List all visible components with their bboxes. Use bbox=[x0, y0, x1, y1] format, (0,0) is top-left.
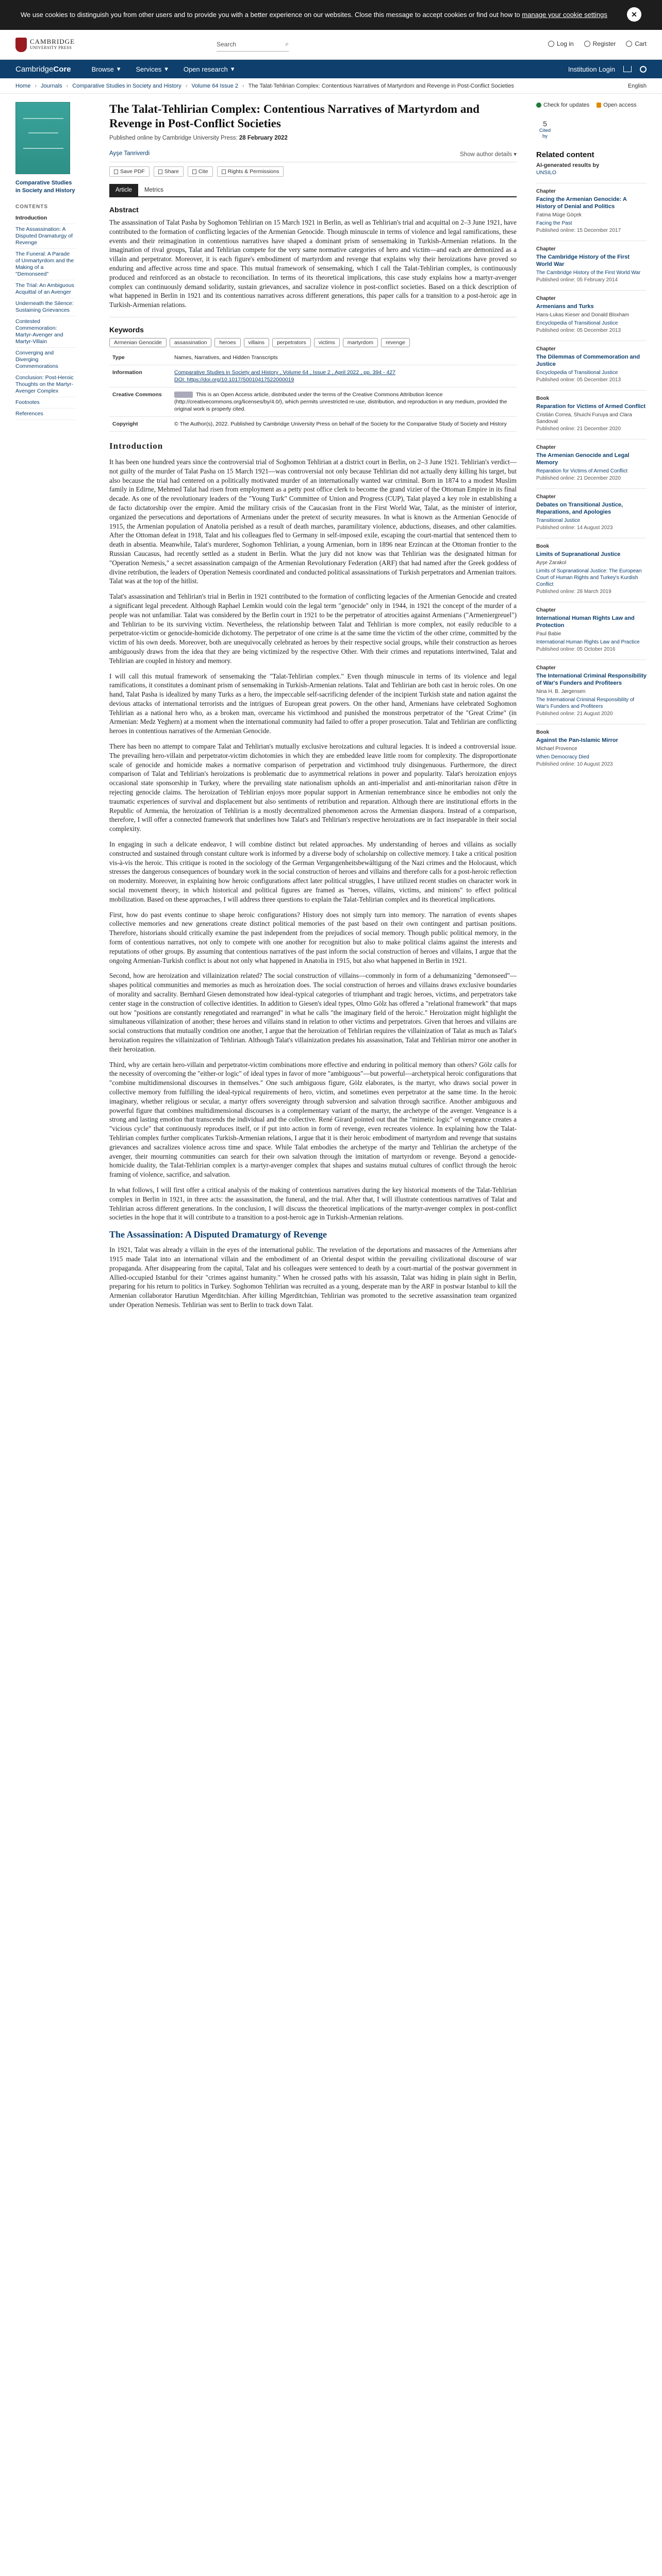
related-item bbox=[536, 538, 647, 595]
copyright-icon bbox=[222, 170, 226, 174]
toc-item[interactable]: References bbox=[15, 409, 75, 420]
abstract-heading: Abstract bbox=[109, 206, 139, 214]
related-item bbox=[536, 659, 647, 717]
author-link[interactable]: Ayşe Tanriverdi bbox=[109, 150, 150, 157]
chevron-down-icon: ▾ bbox=[230, 65, 235, 73]
article-info-table bbox=[109, 350, 517, 432]
left-sidebar bbox=[15, 102, 75, 420]
related-type: Chapter bbox=[536, 607, 556, 613]
keyword-tag[interactable]: villains bbox=[244, 338, 270, 347]
related-authors: Cristián Correa, Shuichi Furuya and Clara Sandoval bbox=[536, 412, 632, 425]
related-publication[interactable]: Reparation for Victims of Armed Conflict bbox=[536, 468, 628, 474]
related-title[interactable]: The International Criminal Responsibility of War's Funders and Profiteers bbox=[536, 673, 647, 686]
related-date: Published online: 10 August 2023 bbox=[536, 761, 613, 767]
related-item bbox=[536, 602, 647, 652]
table-row: Type Names, Narratives, and Hidden Transcripts bbox=[109, 350, 517, 365]
cite-button[interactable]: Cite bbox=[188, 166, 213, 177]
toc-item[interactable]: Contested Commemoration: Martyr-Avenger and Martyr-Villain bbox=[15, 316, 75, 348]
keyword-tag[interactable]: victims bbox=[314, 338, 340, 347]
related-publication[interactable]: International Human Rights Law and Practice bbox=[536, 639, 640, 645]
toc-item[interactable]: The Assassination: A Disputed Dramaturgy of Revenge bbox=[15, 224, 75, 249]
related-type: Book bbox=[536, 730, 549, 735]
register-icon bbox=[584, 41, 590, 47]
top-bar bbox=[0, 30, 662, 60]
pdf-icon bbox=[114, 170, 118, 174]
related-type: Chapter bbox=[536, 189, 556, 194]
toc-item[interactable]: Underneath the Silence: Sustaining Grievances bbox=[15, 298, 75, 316]
related-authors: Hans-Lukas Kieser and Donald Bloxham bbox=[536, 312, 630, 318]
related-publication[interactable]: Facing the Past bbox=[536, 221, 572, 226]
related-item bbox=[536, 341, 647, 383]
related-type: Chapter bbox=[536, 494, 556, 500]
cambridge-core-brand[interactable]: CambridgeCore bbox=[15, 64, 71, 74]
related-date: Published online: 14 August 2023 bbox=[536, 525, 613, 531]
journal-name[interactable]: Comparative Studies in Society and History bbox=[15, 180, 75, 194]
paragraph: I will call this mutual framework of sensemaking the "Talat-Tehlirian complex." Even though minuscule in terms of its violence and legal ramifications, it constitutes a dominant prism of sensemaking in Turkish-Armenian relations. Talat and Tehlirian are both cast in heroic roles. On one hand, Talat Pasha is idealized by many Turks as a hero, the impeccable self-sacrificing defender of the incipient Turkish state and nation against the devious attacks of international terrorists and the intrigues of European great powers. On the other hand, Armenians have celebrated Soghomon Tehlirian as a national hero who, as a broken man, overcame his victimhood and punished the monstrous perpetrator of the "Great Crime" (in Armenian: Medz Yeghern) at a moment when the international community had failed to offer a proper prosecution. Talat and Tehlirian are conflicting heroes in contentious narratives of the Armenian Genocide. bbox=[109, 672, 517, 735]
open-lock-icon bbox=[597, 103, 601, 108]
published-line: Published online by Cambridge University Press: 28 February 2022 bbox=[109, 135, 288, 141]
register-link[interactable]: Register bbox=[584, 40, 616, 47]
related-date: Published online: 05 February 2014 bbox=[536, 277, 618, 283]
breadcrumb-home[interactable]: Home bbox=[15, 82, 31, 89]
quote-icon bbox=[192, 170, 196, 174]
keyword-tag[interactable]: revenge bbox=[381, 338, 410, 347]
paragraph: Third, why are certain hero-villain and perpetrator-victim combinations more effective and enduring in political memory than others? Gölz calls for the necessity of overcoming the "either-or logic" of ideal types in favor of more "ambiguous"—but powerful—archetypical heroic configurations that "combine multidimensional discourses in themselves." One such ambiguous figure, Gölz elaborates, is the martyr, who draws social power in collective memory from fulfilling the ideal-typical requirements of hero, victim, and sometimes even perpetrator at the same time. In the heroic imaginary, whether religious or secular, a martyr offers sovereignty through subversion and salvation through sacrifice. Another ambiguous and powerful figure that combines multidimensional discourses is a complementary variant of the martyr, the archetype of the avenger. Vengeance is a strong and lasting emotion that transcends the individual and the collective. René Girard pointed out that the "mimetic logic" of vengeance creates a "vicious cycle" that continuously reproduces itself, or if put into action in form of revenge, even recreates violence. In explaining how the Talat-Tehlirian complex further complicates Turkish-Armenian relations, I argue that it is their heroic embodiment of martyrdom and revenge that sustains grievances and sacralizes violence across time and space. While Talat embodies the archetype of the martyr and Tehlirian the archetype of the avenger, their mourning communities can search for their own salvation through the imitation of martyrdom or revenge. Beyond a genocide-homicide duality, the Talat-Tehlirian complex is a martyr-avenger complex that shapes and sustains mutual cultures of conflict through the heroic framing of violence, sacrifice, and salvation. bbox=[109, 1060, 517, 1179]
related-title[interactable]: Facing the Armenian Genocide: A History of Denial and Politics bbox=[536, 196, 627, 210]
breadcrumb-journal[interactable]: Comparative Studies in Society and History bbox=[72, 82, 181, 89]
related-type: Book bbox=[536, 396, 549, 401]
cookie-settings-link[interactable]: manage your cookie settings bbox=[522, 11, 607, 19]
update-icon bbox=[536, 103, 541, 108]
cc-by-icon bbox=[174, 392, 193, 398]
related-title[interactable]: The Dilemmas of Commemoration and Justice bbox=[536, 354, 640, 367]
cart-icon bbox=[626, 41, 632, 47]
related-authors: Fatma Müge Göçek bbox=[536, 212, 582, 218]
journal-citation-link[interactable]: Comparative Studies in Society and History , Volume 64 , Issue 2 , April 2022 , pp. 394 - 427 bbox=[174, 369, 395, 376]
related-type: Chapter bbox=[536, 346, 556, 352]
search-icon: ⌕ bbox=[285, 40, 289, 47]
cookie-banner bbox=[0, 0, 662, 30]
keyword-tag[interactable]: Armenian Genocide bbox=[109, 338, 167, 347]
related-date: Published online: 21 August 2020 bbox=[536, 711, 613, 717]
institution-login[interactable]: Institution Login bbox=[568, 65, 615, 73]
related-type: Chapter bbox=[536, 296, 556, 301]
toc-item[interactable]: Introduction bbox=[15, 213, 75, 224]
breadcrumb: Home › Journals › Comparative Studies in Society and History › Volume 64 Issue 2 › The Talat-Tehlirian Complex: Contentious Narratives of Martyrdom and Revenge in Post-Conflict Societies English bbox=[0, 78, 662, 94]
related-date: Published online: 05 October 2016 bbox=[536, 647, 616, 652]
keyword-tag[interactable]: perpetrators bbox=[272, 338, 311, 347]
related-item bbox=[536, 290, 647, 333]
toc-item[interactable]: The Trial: An Ambiguous Acquittal of an Avenger bbox=[15, 280, 75, 298]
contents-heading: CONTENTS bbox=[15, 204, 48, 210]
cambridge-logo[interactable]: CAMBRIDGE UNIVERSITY PRESS bbox=[15, 38, 75, 52]
tab-article[interactable]: Article bbox=[109, 184, 138, 196]
table-of-contents bbox=[15, 213, 75, 420]
related-content-list bbox=[536, 183, 647, 767]
related-type: Chapter bbox=[536, 246, 556, 252]
related-type: Book bbox=[536, 544, 549, 549]
table-row: Information Comparative Studies in Society and History , Volume 64 , Issue 2 , April 2022 , pp. 394 - 427 DOI: https://doi.org/10.1017/S0010417522000019 bbox=[109, 365, 517, 387]
close-icon[interactable]: ✕ bbox=[627, 7, 641, 22]
related-publication[interactable]: Transitional Justice bbox=[536, 518, 581, 523]
article-main bbox=[109, 102, 517, 1316]
top-search-input[interactable]: Search ⌕ bbox=[217, 37, 289, 52]
related-authors: Nina H. B. Jørgensen bbox=[536, 689, 586, 694]
keyword-list bbox=[109, 338, 517, 347]
unsilo-link[interactable]: UNSILO bbox=[536, 170, 557, 176]
related-date: Published online: 21 December 2020 bbox=[536, 476, 621, 481]
article-actions bbox=[109, 166, 517, 177]
keyword-tag[interactable]: assassination bbox=[170, 338, 212, 347]
login-link[interactable]: Log in bbox=[548, 40, 574, 47]
toc-item[interactable]: Footnotes bbox=[15, 397, 75, 409]
open-access-badge: Open access bbox=[597, 102, 636, 108]
related-title[interactable]: The Armenian Genocide and Legal Memory bbox=[536, 452, 630, 466]
share-icon bbox=[158, 170, 162, 174]
related-publication[interactable]: Encyclopedia of Transitional Justice bbox=[536, 370, 618, 376]
chevron-down-icon: ▾ bbox=[117, 65, 121, 73]
share-button[interactable]: Share bbox=[154, 166, 184, 177]
keyword-tag[interactable]: martyrdom bbox=[343, 338, 378, 347]
paragraph: First, how do past events continue to shape heroic configurations? History does not simply turn into memory. The narration of events shapes collective memories and new generations create distinct political memories of the past based on their own contingent and partisan positions. Therefore, historians should critically examine the past independent from the prejudices of social memory. Though public political memory, in the form of contentious narratives, not only to compete with one another for recognition but also to make political claims against the interests and reputations of other groups. By assuming that contentious narratives of the past inform the social construction of heroes and villains, I argue that the ongoing Armenian-Turkish conflict is about not only what happened in Anatolia in 1915, but also what happened in Berlin in 1921. bbox=[109, 910, 517, 964]
related-publication[interactable]: The Cambridge History of the First World War bbox=[536, 270, 641, 276]
nav-services[interactable]: Services ▾ bbox=[136, 65, 168, 73]
table-row: Copyright © The Author(s), 2022. Published by Cambridge University Press on behalf of the Society for the Comparative Study of Society and History bbox=[109, 416, 517, 431]
related-publication[interactable]: The International Criminal Responsibility of War's Funders and Profiteers bbox=[536, 697, 635, 709]
breadcrumb-current: The Talat-Tehlirian Complex: Contentious Narratives of Martyrdom and Revenge in Post-Conflict Societies bbox=[248, 82, 514, 89]
related-date: Published online: 28 March 2019 bbox=[536, 589, 611, 595]
related-title[interactable]: The Cambridge History of the First World War bbox=[536, 254, 630, 267]
related-date: Published online: 05 December 2013 bbox=[536, 377, 621, 383]
breadcrumb-issue[interactable]: Volume 64 Issue 2 bbox=[191, 82, 238, 89]
cookie-text: We use cookies to distinguish you from other users and to provide you with a better experience on our websites. Close this message to accept cookies or find out how to manage your cookie settings bbox=[21, 11, 607, 19]
related-title[interactable]: Against the Pan-Islamic Mirror bbox=[536, 737, 618, 743]
keyword-tag[interactable]: heroes bbox=[214, 338, 240, 347]
related-authors: Paul Babie bbox=[536, 631, 561, 637]
cited-by-count[interactable]: 5 Cited by bbox=[539, 120, 551, 139]
related-publication[interactable]: Encyclopedia of Transitional Justice bbox=[536, 320, 618, 326]
related-date: Published online: 15 December 2017 bbox=[536, 228, 621, 233]
abstract-text: The assassination of Talat Pasha by Soghomon Tehlirian on 15 March 1921 in Berlin, as well as Tehlirian's trial and acquittal on 2–3 June 1921, have contributed to the formation of conflicting legacies of the Armenian Genocide. Though minuscule in terms of violence and legal ramifications, these events and their reimagination in contentious narratives have shaped a dominant prism of sensemaking in Turkish-Armenian relations. In the imagination of rival groups, Talat and Tehlirian compete for the very same normative categories of hero and victim—and each are demonized as a villain and perpetrator. Moreover, it is each figure's embodiment of martyrdom and revenge that explains why their heroizations have proved so enduring and affective across time and space. This mutual framework of sensemaking, which I call the Talat-Tehlirian complex, is continuously produced and reinforced as an obstacle to reconciliation. In terms of its theoretical implications, this case study explains how a martyr-avenger complex can continuously demand solidarity, sustain grievances, and sacralize violence in post-conflict societies. Based on a thick description of what happened in Berlin in 1921 and its contentious narratives across different generations, this paper calls for a transition to a post-heroic age in Turkish-Armenian relations. bbox=[109, 218, 517, 309]
related-type: Chapter bbox=[536, 445, 556, 450]
doi-link[interactable]: DOI: https://doi.org/10.1017/S0010417522000019 bbox=[174, 376, 294, 383]
paragraph: Talat's assassination and Tehlirian's trial in Berlin in 1921 contributed to the formation of conflicting legacies of the Armenian Genocide and created a significant legal precedent. Although Raphael Lemkin would coin the legal term "genocide" only in 1944, in 1921 the concept of the murder of a people was not unfamiliar. Talat was considered by the Berlin court in 1921 to be the perpetrator of atrocities against Armenians ("Armeniergreuel") and Tehlirian to be its surviving victim. Nevertheless, the relationship between Talat and Tehlirian is more complex, not easily reducible to a perpetrator-victim or genocide-homicide dichotomy. The perpetrator of one crime is at the same time the victim of the other crime, committed by the victim of his own deeds. Moreover, both are unequivocally celebrated as heroes by their respective social groups, while their construction as heroes ambiguously draws from the idea that they are being victimized by the respective Other. With their crimes and reputations intertwined, Talat and Tehlirian are coupled in history and memory. bbox=[109, 592, 517, 665]
chevron-down-icon: ▾ bbox=[164, 65, 168, 73]
section-heading-introduction: Introduction bbox=[109, 440, 163, 451]
related-content-heading: Related content bbox=[536, 150, 594, 159]
related-item bbox=[536, 390, 647, 432]
toc-item[interactable]: Converging and Diverging Commemorations bbox=[15, 348, 75, 372]
cart-link[interactable]: Cart bbox=[626, 40, 647, 47]
related-title[interactable]: Limits of Supranational Justice bbox=[536, 551, 621, 557]
save-pdf-button[interactable]: Save PDF bbox=[109, 166, 150, 177]
section-heading-assassination: The Assassination: A Disputed Dramaturgy of Revenge bbox=[109, 1229, 327, 1240]
nav-open-research[interactable]: Open research ▾ bbox=[183, 65, 235, 73]
related-authors: Ayşe Zarakol bbox=[536, 560, 567, 566]
search-icon[interactable] bbox=[640, 66, 647, 73]
related-title[interactable]: Armenians and Turks bbox=[536, 303, 594, 310]
author-row bbox=[109, 150, 517, 162]
keywords-heading: Keywords bbox=[109, 325, 144, 334]
related-item bbox=[536, 241, 647, 283]
toc-item[interactable]: Conclusion: Post-Heroic Thoughts on the Martyr-Avenger Complex bbox=[15, 372, 75, 397]
paragraph: In engaging in such a delicate endeavor, I will combine distinct but related approaches. My understanding of heroes and villains as socially constructed and sustained through constant culture work is informed by a diverse body of scholarship on collective memory. I take a critical position vis-à-vis the heroic. This critique is rooted in the sociology of the German Vergangenheitsbewältigung of the Nazi crimes and the Holocaust, which stresses the dangerous consequences of boundary work in the social construction of heroes and villains and therefore calls for a post-heroic reflection on modernity. Moreover, in explaining how heroic configurations affect later political struggles, I have utilized recent studies on character work in social movement theory, in which historical and political figures are framed as "heroes, villains, victims, and minions" to effect political mobilization. Based on these approaches, I will address three questions to explain the Talat-Tehlirian complex and its theoretical implications. bbox=[109, 840, 517, 903]
paragraph: Second, how are heroization and villainization related? The social construction of villains—commonly in form of a dehumanizing "demonseed"—shapes political communities and memories as much as heroization does. The social construction of heroes and villains draws exclusive boundaries of morality and sacrality. Bernhard Giesen demonstrated how ideal-typical categories of triumphant and tragic heroes, victims, and perpetrators take center stage in the construction of collective identities. In addition to Giesen's ideal types, Olmo Gölz has offered a "relational framework" that maps out how "positions are constantly renegotiated and rearranged" in what he calls "the imaginary field of the heroic." Heroization might highlight the simultaneous villainization of another; these heroes and villains stand in relation to other victims and perpetrators. Given that heroes and villains are social constructions that mutually condition one another, I argue that the heroization of Tehlirian requires the villainization of Talat as much as Talat's heroization requires the villainization of Tehlirian. Although Talat's villainization predates his assassination, Talat and Tehlirian mirror one another in their heroization. bbox=[109, 972, 517, 1053]
related-date: Published online: 21 December 2020 bbox=[536, 426, 621, 432]
related-publication[interactable]: When Democracy Died bbox=[536, 754, 589, 760]
related-title[interactable]: Reparation for Victims of Armed Conflict bbox=[536, 403, 646, 410]
paragraph: It has been one hundred years since the controversial trial of Soghomon Tehlirian at a district court in Berlin, on 2–3 June 1921. Tehlirian's verdict—not guilty of the murder of Talat Pasha on 15 March 1921—was controversial not only because Tehlirian did not actually deny killing his target, but also because the trial had centered on a politically motivated murder of an internationally wanted war criminal. Born in 1874 to a modest Muslim family in Edirne, Mehmed Talat had risen from employment as a petty post office clerk to become the grand vizier of the Ottoman Empire in its final decade. As one of the revolutionary leaders of the "Young Turk" Committee of Union and Progress (CUP), Talat played a key role in establishing a de facto dictatorship over the empire. Amid the military crisis of the Caucasian front in the First World War, Talat, as the minister of interior, organized the persecutions and deportations of Armenians under the pretext of security measures. In what is known as the Armenian Genocide of 1915, the Armenian population of Anatolia perished as a result of death marches, paramilitary violence, abductions, diseases, and other calamities. After the Ottoman defeat in 1918, Talat and his colleagues fled to Germany in self-imposed exile, escaping the court-martial that sentenced them to death in absentia. Meanwhile, Talat's murderer, Soghomon Tehlirian, a young Armenian, born in 1896 near Erzincan at the Ottoman frontier to the Russian Caucasus, had recently settled as a student in Berlin. What the jury did not know was that Tehlirian was the designated hitman for "Operation Nemesis," a secret assassination campaign of the Armenian Revolutionary Federation (ARF) that had named after the Greek goddess of divine retribution, the leaders of Operation Nemesis coordinated and conducted political assassinations of Turkish perpetrators and Armenian traitors. Talat was at the top of the hitlist. bbox=[109, 457, 517, 585]
toc-item[interactable]: The Funeral: A Parade of Unmartyrdom and the Making of a "Demonseed" bbox=[15, 249, 75, 280]
related-authors: Michael Provence bbox=[536, 746, 577, 752]
tab-metrics[interactable]: Metrics bbox=[144, 187, 164, 193]
crest-icon bbox=[15, 38, 27, 52]
show-author-details[interactable]: Show author details ▾ bbox=[460, 151, 517, 158]
related-content-sub: AI-generated results by bbox=[536, 162, 600, 168]
user-icon bbox=[548, 41, 554, 47]
language-select[interactable]: English bbox=[627, 82, 647, 89]
related-item bbox=[536, 724, 647, 767]
related-date: Published online: 05 December 2013 bbox=[536, 328, 621, 333]
paragraph: In 1921, Talat was already a villain in the eyes of the international public. The revelation of the deportations and massacres of the Armenians after 1915 made Talat into an international villain and the embodiment of an Oriental despot within the prevailing civilizational discourse of war propaganda. After disappearing from the capital, Talat and his colleagues were sentenced to death by a court-martial of the postwar government in Allied-occupied Istanbul for their "crimes against humanity." When he crossed paths with his assassin, Talat was hiding in plain sight in Berlin, preparing for his return to politics in Turkey. Soghomon Tehlirian was recruited as a young, desperate man by the ARF in postwar Istanbul to kill the Armenian collaborator Harutiun Mgerditchian. After killing Mgerditchian, Tehlirian was promoted to the secretive assassination team organized under Operation Nemesis. Tehlirian was sent to Berlin to track down Talat. bbox=[109, 1246, 517, 1309]
article-tabs bbox=[109, 184, 517, 197]
main-nav bbox=[0, 60, 662, 78]
related-item bbox=[536, 488, 647, 531]
paragraph: In what follows, I will first offer a critical analysis of the making of contentious narratives during the key historical moments of the Talat-Tehlirian complex in Berlin in 1921, in three acts: the assassination, the funeral, and the trial. After that, I will illustrate contentious narratives of Talat and Tehlirian across different generations. In the conclusion, I will discuss the theoretical implications of the martyr-avenger complex in post-conflict societies in the hope that it will contribute to a transition to a post-heroic age in Turkish-Armenian relations. bbox=[109, 1185, 517, 1222]
related-title[interactable]: Debates on Transitional Justice, Reparations, and Apologies bbox=[536, 502, 623, 515]
related-item bbox=[536, 183, 647, 233]
nav-browse[interactable]: Browse ▾ bbox=[91, 65, 121, 73]
cart-icon[interactable] bbox=[623, 66, 632, 72]
related-title[interactable]: International Human Rights Law and Protection bbox=[536, 615, 635, 629]
paragraph: There has been no attempt to compare Talat and Tehlirian's mutually exclusive heroizations and cultural legacies. It is indeed a controversial issue. The prevailing hero-villain and perpetrator-victim dichotomies in which they are embedded leave little room for complexity. The disproportionate scale of genocide and homicide makes a normative comparison of perpetration and victimhood truly disingenuous. Furthermore, the direct comparison of Talat and Tehlirian's heroizations is problematic due to asymmetrical relations in power and popularity. Talat's heroization enjoys occasional state sponsorship in Turkey, where the prevailing state nationalism upholds an anti-imperialist and anti-minoritarian raison d'être in rejecting genocide claims. The heroization of Tehlirian enjoys more popular support in Armenian remembrance since he embodies not only the traumatic experiences of survival and displacement but also sentiments of retribution and reparation. Although there are institutional efforts in the Republic of Armenia, the heroization of Tehlirian is a mostly decentralized phenomenon across the Armenian diaspora. Instead of a comparison, therefore, I will offer a connected framework that underlines how Talat's and Tehlirian's respective heroizations are in fact inseparable in their social complexity. bbox=[109, 742, 517, 833]
article-title: The Talat-Tehlirian Complex: Contentious Narratives of Martyrdom and Revenge in Post-Conflict Societies bbox=[109, 103, 479, 130]
table-row: Creative Commons This is an Open Access article, distributed under the terms of the Creative Commons Attribution licence (http://creativecommons.org/licenses/by/4.0/), which permits unrestricted re-use, distribution, and reproduction in any medium, provided the original work is properly cited. bbox=[109, 387, 517, 416]
right-sidebar bbox=[536, 102, 647, 767]
journal-cover[interactable] bbox=[15, 102, 70, 174]
check-updates-badge[interactable]: Check for updates bbox=[536, 102, 589, 108]
related-publication[interactable]: Limits of Supranational Justice: The European Court of Human Rights and Turkey's Kurdish Conflict bbox=[536, 568, 642, 587]
rights-button[interactable]: Rights & Permissions bbox=[217, 166, 284, 177]
related-type: Chapter bbox=[536, 665, 556, 671]
account-links bbox=[548, 40, 647, 47]
breadcrumb-journals[interactable]: Journals bbox=[41, 82, 62, 89]
access-badges bbox=[536, 102, 647, 108]
related-item bbox=[536, 439, 647, 481]
